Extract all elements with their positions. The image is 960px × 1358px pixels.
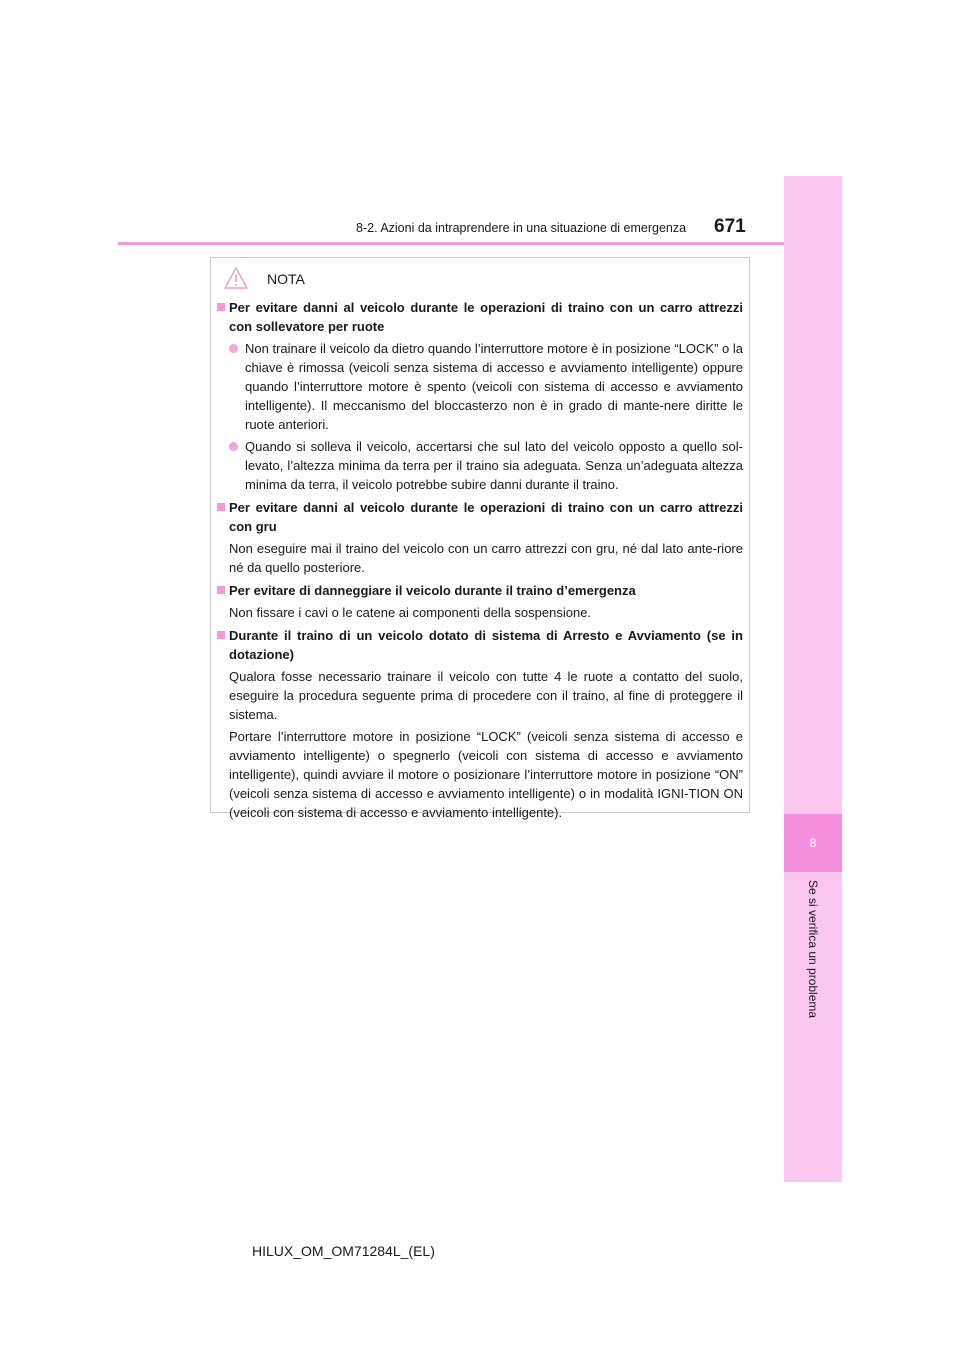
section-heading: Durante il traino di un veicolo dotato di sistema di Arresto e Avviamento (se in dotazione) (217, 626, 743, 664)
bullet-item: Quando si solleva il veicolo, accertarsi che sul lato del veicolo opposto a quello sol-levato, l’altezza minima da terra per il traino sia adeguata. Senza un’adeguata altezza minima da terra, il veicolo potrebbe subire danni durante il traino. (229, 437, 743, 494)
section-title: 8-2. Azioni da intraprendere in una situazione di emergenza (356, 221, 687, 235)
note-section (217, 498, 743, 577)
note-body (217, 298, 743, 826)
paragraph: Qualora fosse necessario trainare il veicolo con tutte 4 le ruote a contatto del suolo, eseguire la procedura seguente prima di procedere con il traino, al fine di proteggere il sistema. (229, 669, 743, 722)
section-heading: Per evitare di danneggiare il veicolo durante il traino d’emergenza (217, 581, 743, 600)
circle-bullet-icon (229, 442, 238, 451)
paragraph: Portare l’interruttore motore in posizione “LOCK” (veicoli senza sistema di accesso e avviamento intelligente) o spegnerlo (veicoli con sistema di accesso e avviamento intelligente), quindi avviare il motore o posizionare l’interruttore motore in posizione “ON” (veicoli senza sistema di accesso e avviamento intelligente) o in modalità IGNI-TION ON (veicoli con sistema di accesso e avviamento intelligente). (229, 729, 743, 820)
paragraph: Non eseguire mai il traino del veicolo con un carro attrezzi con gru, né dal lato ante-riore né da quello posteriore. (229, 541, 743, 575)
circle-bullet-icon (229, 344, 238, 353)
chapter-number: 8 (809, 836, 817, 850)
square-bullet-icon (217, 303, 225, 311)
header-rule (118, 242, 840, 245)
note-section (217, 298, 743, 494)
bullet-item: Non trainare il veicolo da dietro quando l’interruttore motore è in posizione “LOCK” o la chiave è rimossa (veicoli senza sistema di accesso e avviamento intelligente) oppure quando l’interruttore motore è spento (veicoli con sistema di accesso e avviamento intelligente). Il meccanismo del bloccasterzo non è in grado di mante-nere diritte le ruote anteriori. (229, 339, 743, 434)
square-bullet-icon (217, 503, 225, 511)
section-heading: Per evitare danni al veicolo durante le operazioni di traino con un carro attrezzi con gru (217, 498, 743, 536)
warning-triangle-icon (223, 266, 249, 290)
square-bullet-icon (217, 586, 225, 594)
square-bullet-icon (217, 631, 225, 639)
page-number: 671 (714, 216, 746, 237)
note-label: NOTA (267, 271, 305, 287)
document-code: HILUX_OM_OM71284L_(EL) (252, 1243, 435, 1259)
note-box (210, 257, 750, 820)
section-heading: Per evitare danni al veicolo durante le operazioni di traino con un carro attrezzi con sollevatore per ruote (217, 298, 743, 336)
chapter-label: Se si verifica un problema (806, 880, 820, 1019)
paragraph: Non fissare i cavi o le catene ai componenti della sospensione. (229, 605, 592, 620)
note-section (217, 626, 743, 822)
chapter-label-wrap (784, 880, 842, 1040)
note-section (217, 581, 743, 622)
